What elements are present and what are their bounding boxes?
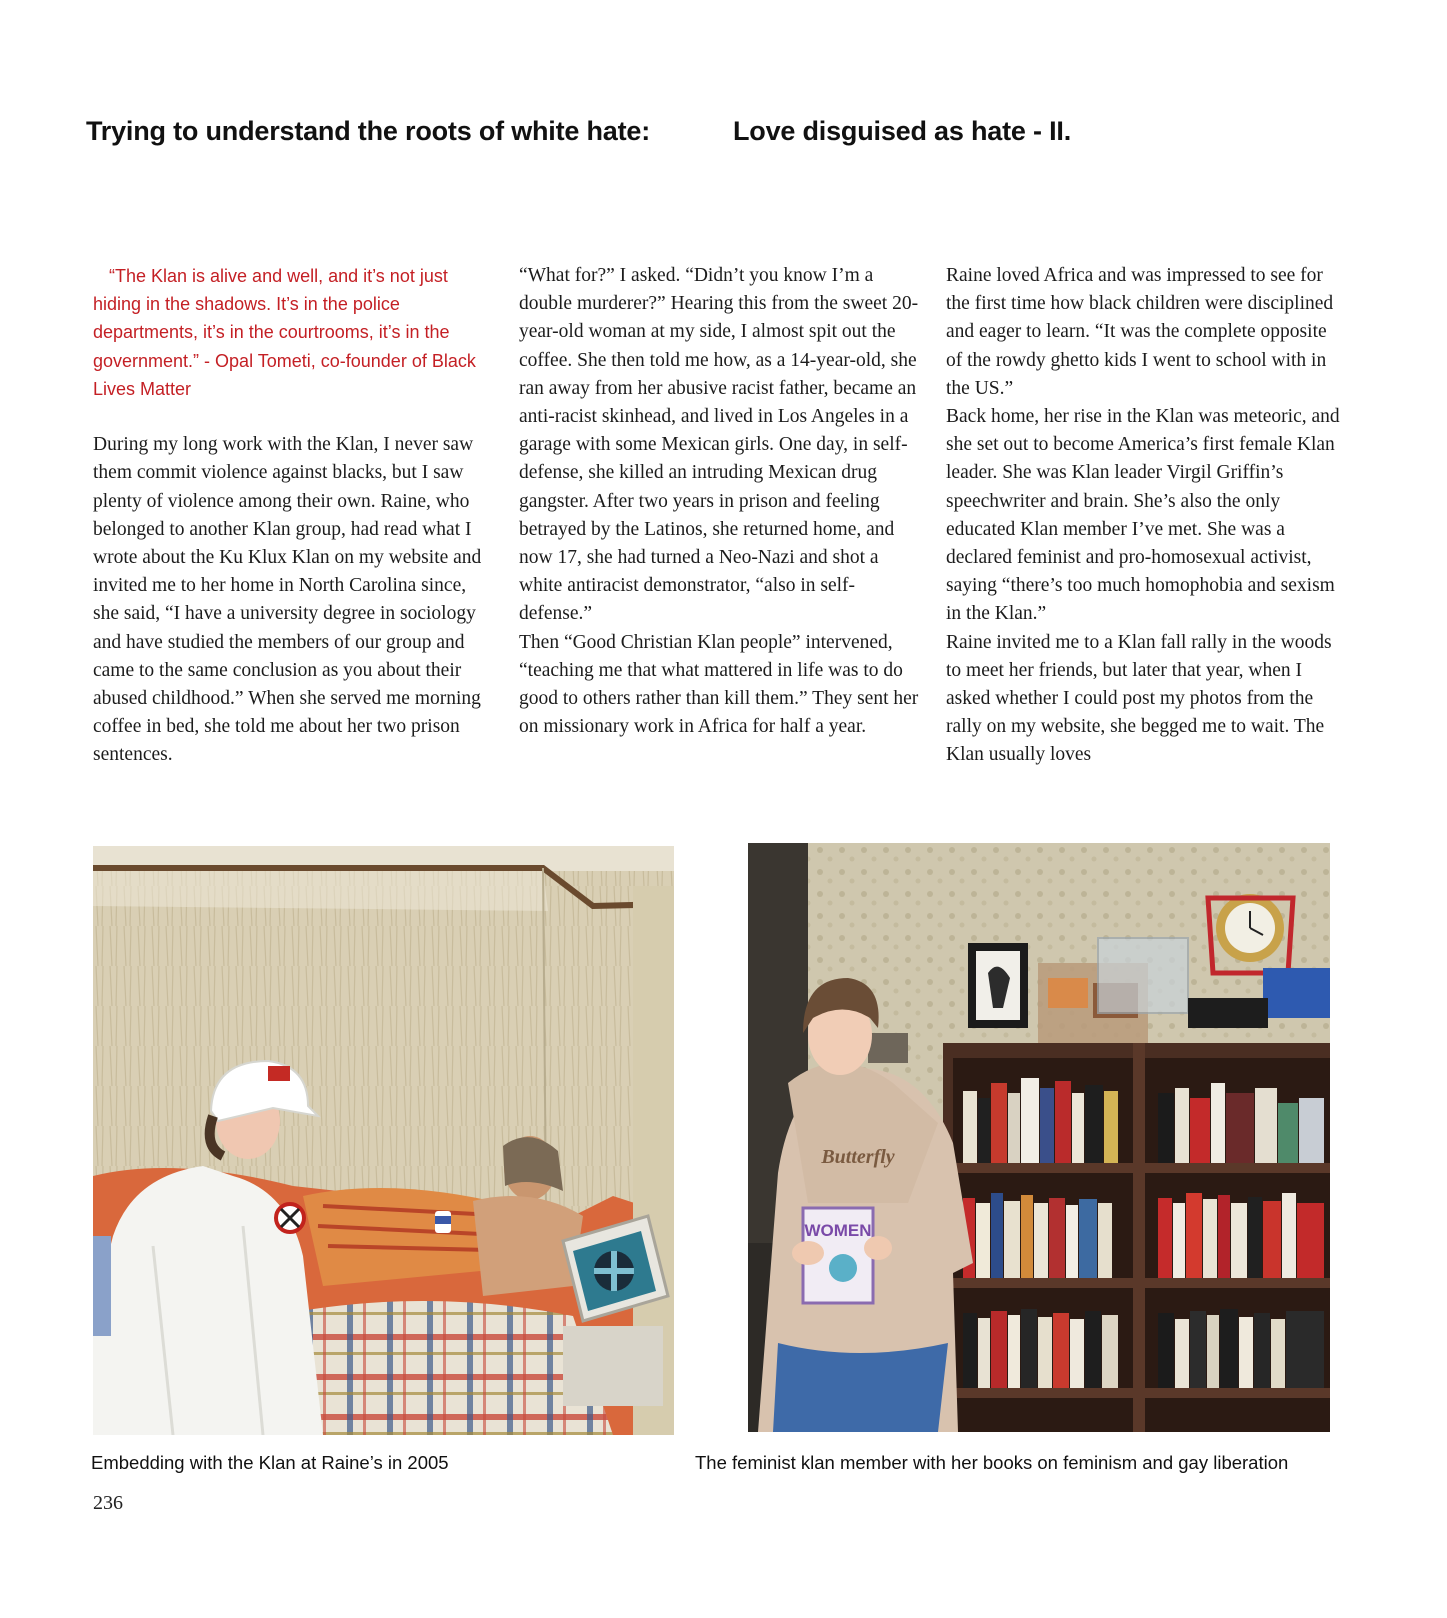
paragraph: During my long work with the Klan, I never saw them commit violence against blacks, but I saw plenty of violence among their own. Raine, who belonged to another Klan group, had read what I wrote about the Ku Klux Klan on my website and invited me to her home in North Carolina since, she said, “I have a university degree in sociology and have studied the members of our group and came to the same conclusion as you about their abused childhood.” When she served me morning coffee in bed, she told me about her two prison sentences. xyxy=(93,434,482,766)
caption-right: The feminist klan member with her books on feminism and gay liberation xyxy=(695,1452,1289,1473)
photo-bookshelf-scene xyxy=(748,843,1330,1432)
text-column-1 xyxy=(93,262,493,770)
text-column-3 xyxy=(946,262,1346,770)
paragraph: Then “Good Christian Klan people” intervened, “teaching me that what mattered in life was to do good to others rather than kill them.” They sent her on missionary work in Africa for half a year. xyxy=(519,631,919,738)
book-title-text: WOMEN xyxy=(804,1221,872,1240)
headline-right: Love disguised as hate - II. xyxy=(733,116,1071,146)
page-number: 236 xyxy=(93,1492,123,1514)
pull-quote: “The Klan is alive and well, and it’s not just hiding in the shadows. It’s in the police departments, it’s in the courtrooms, it’s in the government.” - Opal Tometi, co-founder of Black Lives Matter xyxy=(93,266,476,399)
paragraph: Raine invited me to a Klan fall rally in the woods to meet her friends, but later that year, when I asked whether I could post my photos from the rally on my website, she begged me to wait. The Klan usually loves xyxy=(946,631,1332,766)
caption-left: Embedding with the Klan at Raine’s in 2005 xyxy=(91,1452,449,1473)
paragraph: “What for?” I asked. “Didn’t you know I’m a double murderer?” Hearing this from the sweet 20-year-old woman at my side, I almost spit out the coffee. She then told me how, as a 14-year-old, she ran away from her abusive racist father, became an anti-racist skinhead, and lived in Los Angeles in a garage with some Mexican girls. One day, in self-defense, she killed an intruding Mexican drug gangster. After two years in prison and feeling betrayed by the Latinos, she returned home, and now 17, she had turned a Neo-Nazi and shot a white antiracist demonstrator, “also in self-defense.” xyxy=(519,265,919,625)
shirt-text: Butterfly xyxy=(821,1146,895,1168)
paragraph: Raine loved Africa and was impressed to see for the first time how black children were disciplined and eager to learn. “It was the complete opposite of the rowdy ghetto kids I went to school with in the US.” xyxy=(946,265,1334,399)
text-column-2 xyxy=(519,262,919,741)
headline-left: Trying to understand the roots of white hate: xyxy=(86,116,651,146)
photo-bedroom-scene xyxy=(93,846,674,1435)
paragraph: Back home, her rise in the Klan was meteoric, and she set out to become America’s first female Klan leader. She was Klan leader Virgil Griffin’s speechwriter and brain. She’s also the only educated Klan member I’ve met. She was a declared feminist and pro-homosexual activist, saying “there’s too much homophobia and sexism in the Klan.” xyxy=(946,406,1340,625)
